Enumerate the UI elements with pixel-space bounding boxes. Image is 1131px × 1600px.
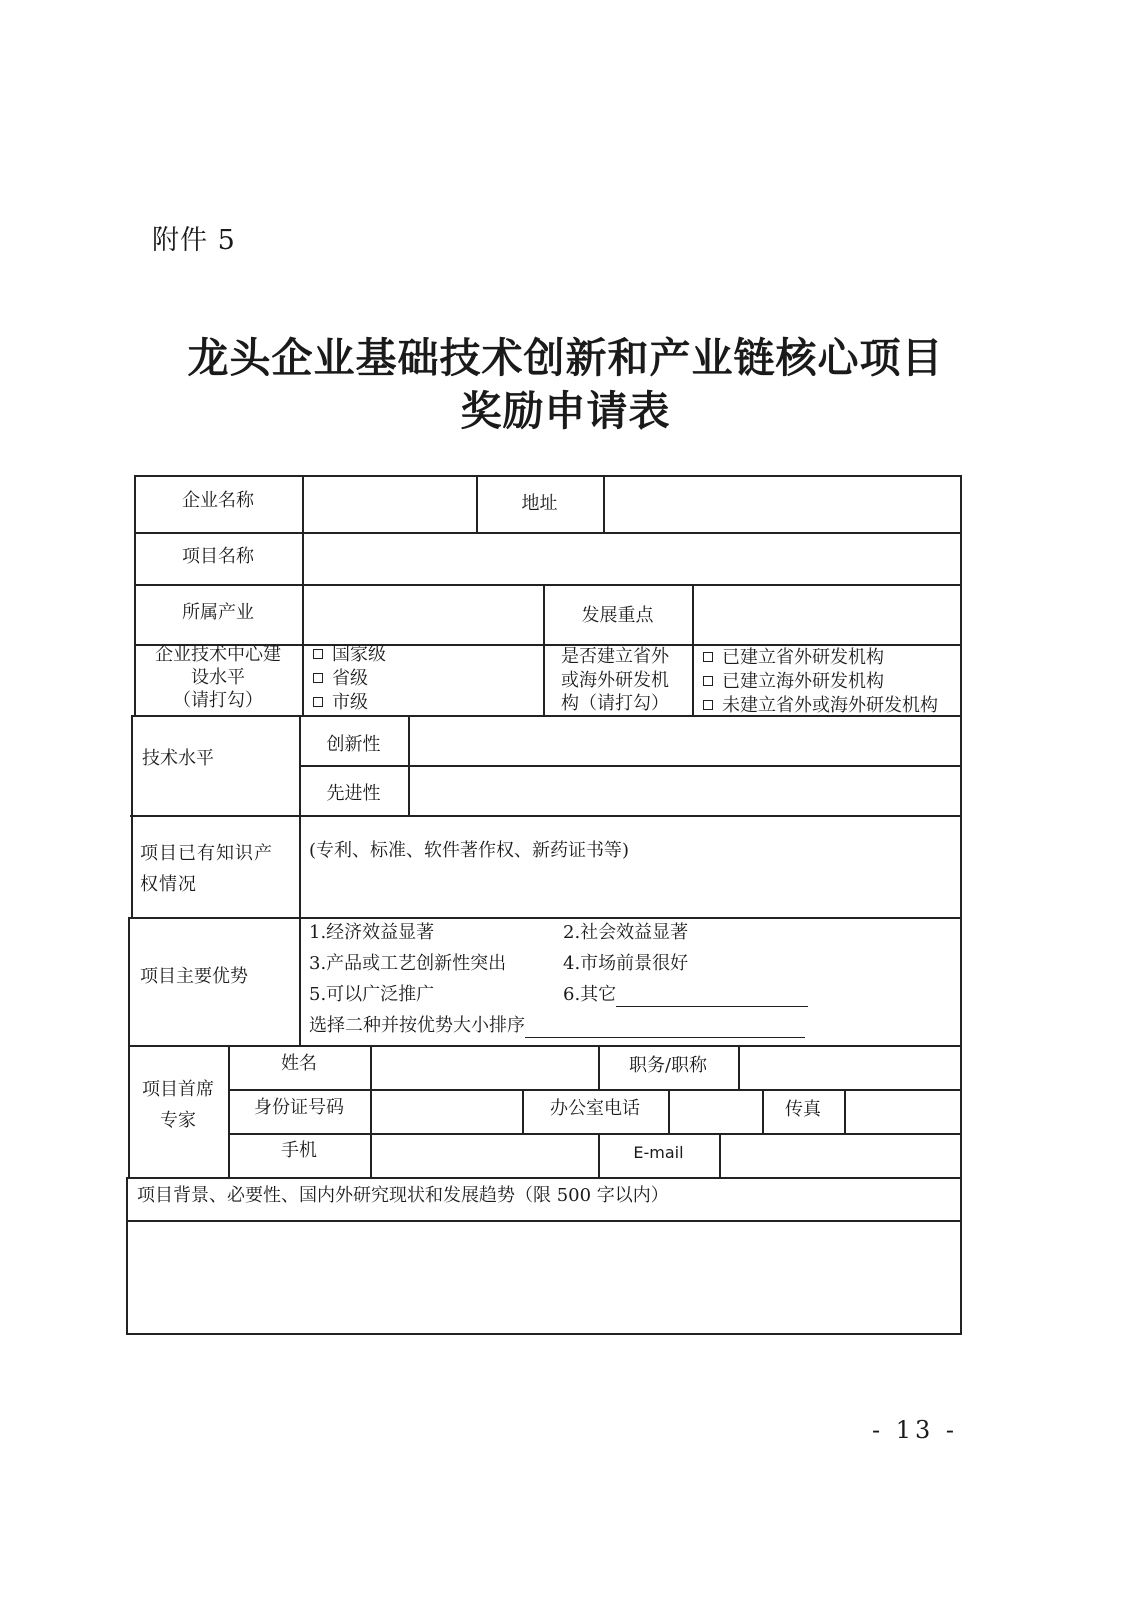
company-name-field[interactable] (304, 477, 476, 532)
checkbox-icon (313, 697, 323, 707)
expert-label: 项目首席 (142, 1079, 214, 1100)
expert-name-field[interactable] (372, 1047, 598, 1089)
position-field[interactable] (740, 1047, 960, 1089)
background-field[interactable] (128, 1222, 960, 1333)
advanced-field[interactable] (410, 767, 960, 815)
row-line (126, 1177, 960, 1179)
industry-field[interactable] (304, 586, 543, 644)
checkbox-icon (313, 673, 323, 683)
rd-question-label: 或海外研发机 (561, 670, 669, 691)
tech-center-option-provincial[interactable]: 省级 (313, 667, 368, 691)
id-number-label: 身份证号码 (254, 1097, 344, 1118)
email-field[interactable] (721, 1135, 960, 1177)
checkbox-icon (703, 652, 713, 662)
position-label: 职务/职称 (628, 1055, 708, 1076)
tech-center-label: （请打勾） (173, 690, 263, 711)
dev-focus-field[interactable] (694, 586, 960, 644)
rd-option-none[interactable]: 未建立省外或海外研发机构 (703, 694, 938, 718)
innovation-label: 创新性 (326, 734, 381, 755)
page-number: - 13 - (872, 1416, 959, 1444)
innovation-field[interactable] (410, 717, 960, 765)
tech-center-option-municipal[interactable]: 市级 (313, 691, 368, 715)
project-name-label: 项目名称 (182, 546, 254, 567)
ip-hint: (专利、标准、软件著作权、新药证书等) (309, 840, 630, 861)
other-fill-line[interactable] (616, 988, 808, 1007)
advantages-ranking: 选择二种并按优势大小排序 (309, 1014, 805, 1038)
mobile-field[interactable] (372, 1135, 598, 1177)
address-field[interactable] (605, 477, 960, 532)
rd-question-label: 是否建立省外 (561, 646, 669, 667)
table-border-left (131, 715, 133, 917)
ranking-fill-line[interactable] (525, 1019, 805, 1038)
rd-option-domestic[interactable]: 已建立省外研发机构 (703, 646, 884, 670)
tech-center-option-national[interactable]: 国家级 (313, 643, 386, 667)
advantage-item: 2.社会效益显著 (563, 922, 689, 943)
email-label: E-mail (633, 1143, 684, 1162)
expert-label: 专家 (160, 1110, 196, 1131)
form-title-line1: 龙头企业基础技术创新和产业链核心项目 (187, 334, 944, 382)
fax-field[interactable] (846, 1091, 960, 1133)
ip-field[interactable] (301, 866, 960, 917)
advantage-item: 5.可以广泛推广 (309, 984, 435, 1005)
industry-label: 所属产业 (182, 602, 254, 623)
checkbox-icon (313, 649, 323, 659)
ip-label: 权情况 (140, 874, 197, 895)
rd-question-label: 构（请打勾） (561, 693, 669, 714)
table-border-left (128, 917, 130, 1177)
fax-label: 传真 (785, 1099, 821, 1120)
tech-level-label: 技术水平 (142, 748, 214, 769)
form-title-line2: 奖励申请表 (460, 387, 671, 435)
rd-option-overseas[interactable]: 已建立海外研发机构 (703, 670, 884, 694)
expert-name-label: 姓名 (281, 1053, 317, 1074)
checkbox-icon (703, 700, 713, 710)
background-label: 项目背景、必要性、国内外研究现状和发展趋势（限 500 字以内） (137, 1185, 669, 1206)
row-line (130, 815, 962, 817)
office-phone-label: 办公室电话 (550, 1098, 640, 1119)
advantage-item: 3.产品或工艺创新性突出 (309, 953, 507, 974)
attachment-label: 附件 5 (152, 225, 236, 256)
mobile-label: 手机 (281, 1140, 317, 1161)
advantage-item-other: 6.其它 (563, 983, 808, 1007)
row-line (130, 917, 960, 919)
advantages-label: 项目主要优势 (140, 966, 248, 987)
table-border-right (960, 475, 962, 1335)
tech-center-label: 设水平 (191, 667, 245, 688)
dev-focus-label: 发展重点 (581, 605, 654, 626)
advantage-item: 1.经济效益显著 (309, 922, 435, 943)
ip-label: 项目已有知识产 (140, 843, 273, 864)
advanced-label: 先进性 (326, 783, 381, 804)
office-phone-field[interactable] (670, 1091, 762, 1133)
advantage-item: 4.市场前景很好 (563, 953, 689, 974)
company-name-label: 企业名称 (182, 490, 254, 511)
table-border-bottom (126, 1333, 960, 1335)
tech-center-label: 企业技术中心建 (155, 644, 281, 665)
id-number-field[interactable] (372, 1091, 522, 1133)
project-name-field[interactable] (304, 534, 960, 584)
checkbox-icon (703, 676, 713, 686)
address-label: 地址 (521, 493, 558, 514)
